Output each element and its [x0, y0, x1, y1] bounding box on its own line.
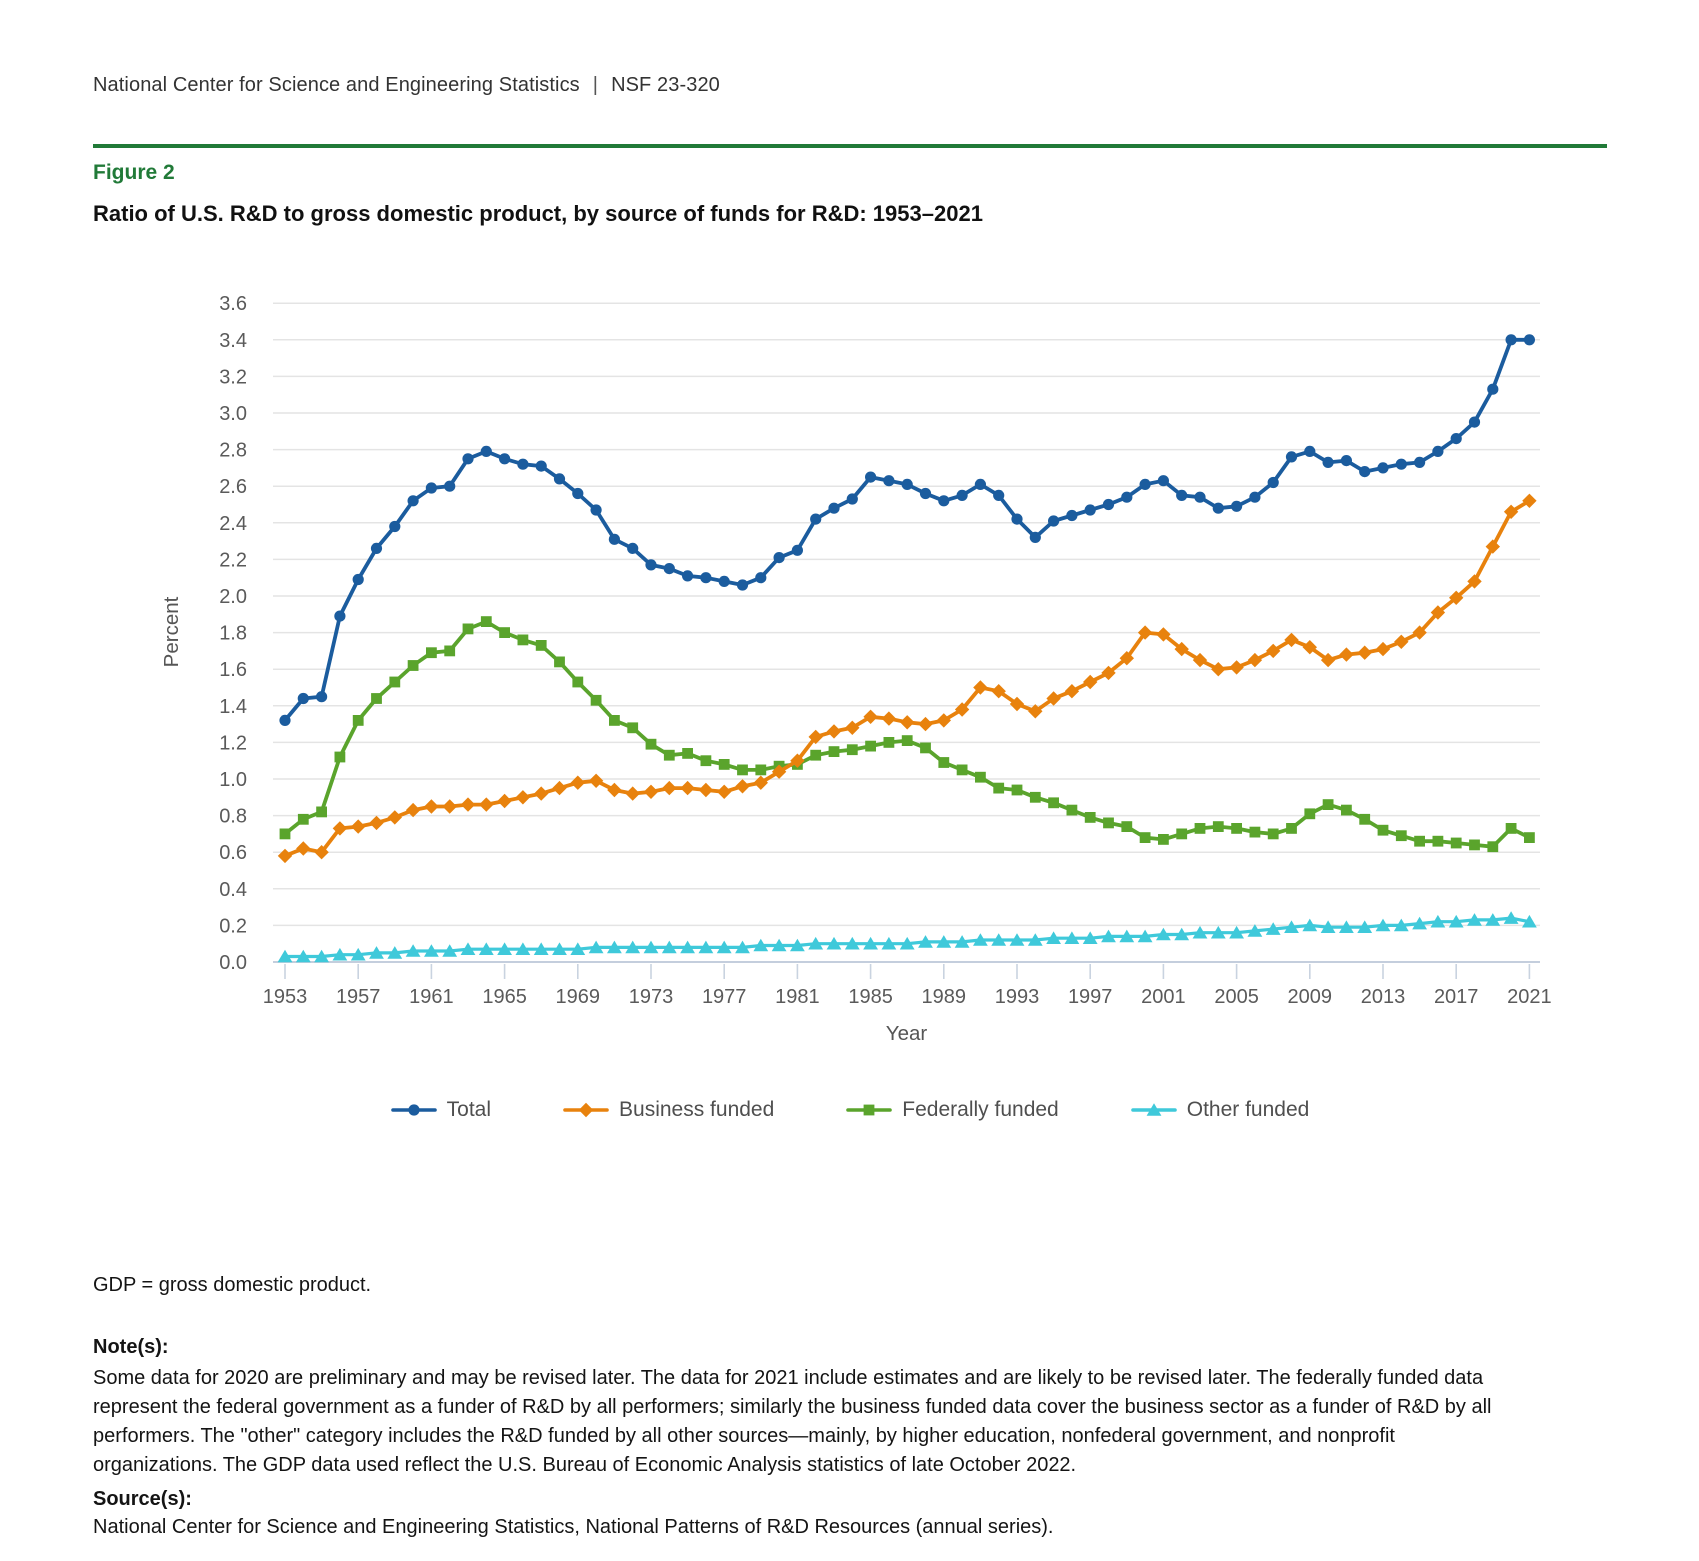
square-marker-icon [846, 1100, 892, 1120]
y-tick-label: 2.2 [219, 549, 247, 572]
x-tick-label: 1973 [628, 986, 674, 1008]
x-tick-label: 1981 [775, 986, 820, 1008]
report-number: NSF 23-320 [611, 74, 720, 96]
y-tick-label: 3.0 [219, 403, 247, 425]
report-header [93, 74, 720, 97]
y-tick-label: 1.2 [219, 732, 247, 755]
header-separator: | [592, 74, 599, 96]
x-tick-label: 1993 [994, 986, 1040, 1008]
triangle-marker-icon [1131, 1100, 1177, 1120]
y-tick-label: 0.2 [219, 915, 247, 938]
y-tick-label: 1.4 [219, 695, 247, 718]
y-tick-label: 3.2 [219, 366, 247, 389]
legend-label: Total [446, 1098, 492, 1121]
y-axis-tick-labels [219, 293, 247, 974]
other-funded-series [278, 911, 1537, 962]
x-tick-label: 1977 [701, 986, 747, 1008]
x-tick-label: 1989 [921, 986, 967, 1008]
legend-item-other-funded [1131, 1098, 1310, 1122]
legend-item-business-funded [563, 1098, 774, 1122]
header-divider [93, 144, 1607, 148]
x-axis-tick-labels [263, 964, 1552, 1008]
figure-title: Ratio of U.S. R&D to gross domestic product, by source of funds for R&D: 1953–2021 [93, 201, 983, 226]
y-tick-label: 2.0 [219, 586, 247, 608]
y-tick-label: 3.6 [219, 293, 247, 316]
x-tick-label: 2001 [1141, 986, 1186, 1008]
diamond-marker-icon [563, 1100, 609, 1120]
y-tick-label: 2.8 [219, 439, 247, 462]
x-tick-label: 2009 [1287, 986, 1333, 1008]
circle-marker-icon [391, 1100, 437, 1120]
y-axis-title: Percent [160, 596, 183, 668]
y-tick-label: 1.6 [219, 659, 247, 682]
notes-heading: Note(s): [93, 1336, 169, 1358]
abbreviation-note: GDP = gross domestic product. [93, 1274, 372, 1296]
chart-legend [93, 1098, 1607, 1122]
sources-text: National Center for Science and Engineering Statistics, National Patterns of R&D Resources (annual series). [93, 1516, 1054, 1538]
x-tick-label: 1969 [555, 986, 601, 1008]
y-tick-label: 0.6 [219, 842, 247, 865]
x-tick-label: 1953 [262, 986, 308, 1008]
legend-label: Business funded [619, 1098, 775, 1121]
x-tick-label: 1997 [1067, 986, 1113, 1008]
x-tick-label: 2017 [1433, 986, 1479, 1008]
org-name: National Center for Science and Engineering Statistics [93, 74, 580, 96]
gridlines [273, 303, 1540, 925]
legend-item-federally-funded [846, 1098, 1058, 1122]
y-tick-label: 0.8 [219, 805, 247, 828]
x-tick-label: 1957 [335, 986, 381, 1008]
x-tick-label: 2005 [1214, 986, 1259, 1008]
x-tick-label: 2021 [1507, 986, 1552, 1008]
x-tick-label: 1985 [848, 986, 893, 1008]
total-series [279, 334, 1535, 726]
y-tick-label: 2.6 [219, 476, 247, 499]
x-tick-label: 1965 [482, 986, 527, 1008]
y-tick-label: 3.4 [219, 329, 247, 352]
x-axis-title: Year [885, 1022, 928, 1045]
legend-item-total [391, 1098, 491, 1122]
y-tick-label: 0.0 [219, 952, 247, 974]
legend-label: Federally funded [902, 1098, 1059, 1121]
legend-label: Other funded [1186, 1098, 1310, 1121]
sources-heading: Source(s): [93, 1488, 192, 1510]
y-tick-label: 1.0 [219, 769, 247, 791]
y-tick-label: 2.4 [219, 512, 247, 535]
x-tick-label: 1961 [409, 986, 454, 1008]
y-tick-label: 1.8 [219, 622, 247, 645]
x-tick-label: 2013 [1360, 986, 1406, 1008]
notes-text: Some data for 2020 are preliminary and may be revised later. The data for 2021 include estimates and are likely to be revised later. The federally funded data represent the federal government as a funder of R&D by all performers; similarly the business funded data cover the business sector as a funder of R&D by all performers. The "other" category includes the R&D funded by all other sources—mainly, by higher education, nonfederal government, and nonprofit organizations. The GDP data used reflect the U.S. Bureau of Economic Analysis statistics of late October 2022. [93, 1367, 1492, 1476]
y-tick-label: 0.4 [219, 878, 247, 901]
figure-label: Figure 2 [93, 161, 175, 184]
rd-gdp-line-chart [150, 258, 1570, 1018]
